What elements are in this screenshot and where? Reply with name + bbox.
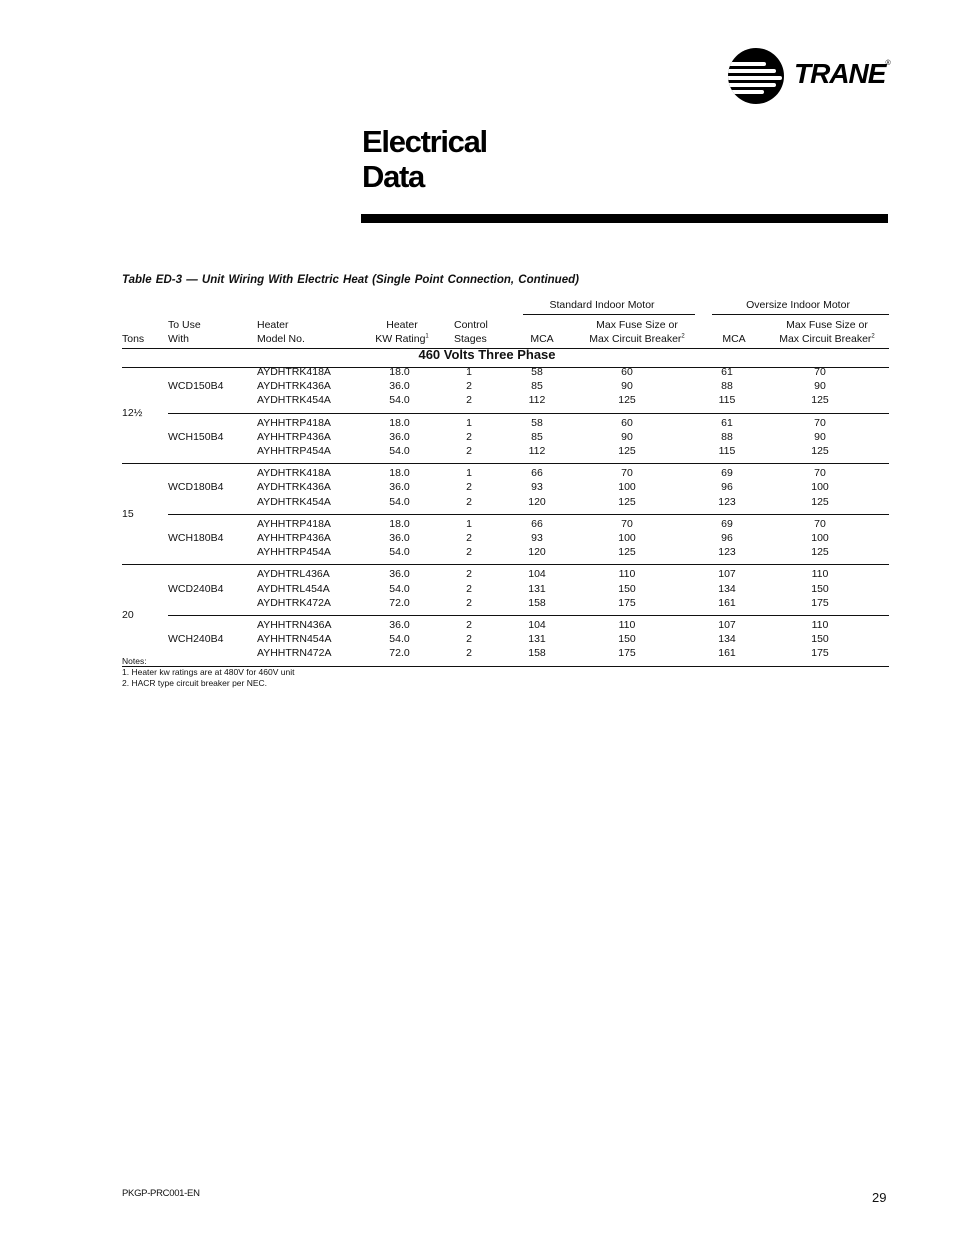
trane-wordmark: TRANE®	[794, 58, 891, 89]
cell-std-mca: 58	[531, 416, 543, 429]
cell-control-stages: 2	[466, 582, 472, 595]
cell-kw-rating: 36.0	[389, 619, 410, 631]
note-item: 1. Heater kw ratings are at 480V for 460V unit	[122, 667, 295, 677]
cell-ovr-fuse: 100	[811, 532, 829, 544]
unit-separator-rule	[168, 413, 889, 414]
cell-tons: 20	[122, 609, 134, 621]
cell-std-fuse: 125	[618, 546, 636, 559]
cell-kw-rating: 36.0	[389, 568, 410, 581]
cell-kw-rating: 54.0	[389, 495, 410, 508]
col-header-ovr-mca: MCA	[722, 333, 746, 345]
cell-heater-model: AYHHTRP418A	[257, 416, 331, 429]
cell-control-stages: 2	[466, 647, 472, 660]
cell-heater-model: AYHHTRP454A	[257, 546, 331, 559]
cell-heater-model: AYDHTRL436A	[257, 568, 330, 581]
col-header-kw-2: KW Rating$^1$	[375, 333, 429, 345]
cell-heater-model: AYHHTRP418A	[257, 517, 331, 530]
cell-std-fuse: 70	[621, 467, 633, 480]
cell-control-stages: 2	[466, 596, 472, 609]
cell-control-stages: 2	[466, 380, 472, 393]
cell-std-mca: 120	[528, 495, 546, 508]
cell-unit-model: WCD240B4	[168, 582, 224, 595]
standard-motor-header: Standard Indoor Motor	[549, 299, 655, 311]
cell-control-stages: 1	[466, 416, 472, 429]
cell-kw-rating: 54.0	[389, 546, 410, 559]
cell-ovr-fuse: 110	[811, 619, 829, 631]
unit-separator-rule	[168, 514, 889, 515]
standard-group-rule	[523, 314, 695, 315]
cell-ovr-mca: 134	[718, 633, 736, 646]
cell-ovr-fuse: 125	[811, 394, 829, 407]
page-number: 29	[872, 1190, 887, 1205]
cell-heater-model: AYHHTRN472A	[257, 647, 332, 660]
cell-ovr-mca: 88	[721, 380, 733, 393]
cell-ovr-fuse: 100	[811, 481, 829, 494]
cell-kw-rating: 54.0	[389, 633, 410, 646]
notes-heading: Notes:	[122, 656, 147, 666]
section-title-rule	[122, 367, 889, 368]
col-header-to-use-2: With	[168, 333, 189, 345]
cell-std-mca: 104	[528, 619, 546, 631]
cell-heater-model: AYHHTRP436A	[257, 532, 331, 544]
cell-std-fuse: 100	[618, 481, 636, 494]
cell-heater-model: AYDHTRK454A	[257, 394, 331, 407]
note-item: 2. HACR type circuit breaker per NEC.	[122, 678, 268, 688]
cell-ovr-mca: 107	[718, 619, 736, 631]
cell-unit-model: WCD180B4	[168, 481, 224, 494]
cell-heater-model: AYHHTRP454A	[257, 445, 331, 457]
cell-kw-rating: 18.0	[389, 517, 410, 530]
cell-control-stages: 2	[466, 532, 472, 544]
cell-heater-model: AYDHTRK436A	[257, 380, 331, 393]
cell-std-fuse: 150	[618, 633, 636, 646]
cell-std-mca: 131	[528, 633, 546, 646]
cell-unit-model: WCH240B4	[168, 633, 224, 646]
col-header-to-use-1: To Use	[168, 319, 201, 331]
cell-ovr-fuse: 175	[811, 647, 829, 660]
cell-ovr-mca: 61	[721, 366, 733, 378]
cell-std-mca: 85	[531, 380, 543, 393]
group-separator-rule	[122, 564, 889, 565]
cell-heater-model: AYDHTRK418A	[257, 366, 331, 378]
cell-ovr-fuse: 90	[814, 430, 826, 443]
table-notes	[122, 656, 294, 689]
col-header-stages-1: Control	[454, 319, 488, 331]
col-header-kw-1: Heater	[386, 319, 418, 331]
cell-kw-rating: 36.0	[389, 380, 410, 393]
cell-std-fuse: 60	[621, 366, 633, 378]
cell-ovr-mca: 96	[721, 481, 733, 494]
cell-ovr-mca: 88	[721, 430, 733, 443]
cell-ovr-fuse: 110	[811, 568, 829, 581]
cell-std-fuse: 60	[621, 416, 633, 429]
document-code: PKGP-PRC001-EN	[122, 1188, 200, 1199]
cell-std-mca: 120	[528, 546, 546, 559]
cell-control-stages: 2	[466, 430, 472, 443]
cell-ovr-mca: 69	[721, 517, 733, 530]
cell-ovr-mca: 61	[721, 416, 733, 429]
cell-heater-model: AYDHTRK454A	[257, 495, 331, 508]
trane-logo	[728, 48, 898, 104]
cell-ovr-fuse: 175	[811, 596, 829, 609]
cell-kw-rating: 18.0	[389, 467, 410, 480]
cell-ovr-mca: 107	[718, 568, 736, 581]
col-header-stages-2: Stages	[454, 333, 487, 345]
cell-ovr-mca: 123	[718, 546, 736, 559]
cell-std-mca: 66	[531, 517, 543, 530]
cell-ovr-mca: 115	[718, 445, 736, 457]
cell-std-fuse: 110	[618, 568, 636, 581]
cell-std-fuse: 150	[618, 582, 636, 595]
cell-ovr-fuse: 125	[811, 546, 829, 559]
cell-std-mca: 158	[528, 647, 546, 660]
title-line-2: Data	[362, 159, 424, 194]
cell-control-stages: 1	[466, 366, 472, 378]
cell-ovr-mca: 123	[718, 495, 736, 508]
cell-std-fuse: 125	[618, 394, 636, 407]
cell-ovr-fuse: 150	[811, 633, 829, 646]
cell-std-mca: 93	[531, 481, 543, 494]
section-title: 460 Volts Three Phase	[418, 347, 556, 362]
cell-heater-model: AYDHTRK418A	[257, 467, 331, 480]
cell-heater-model: AYDHTRK436A	[257, 481, 331, 494]
cell-std-mca: 93	[531, 532, 543, 544]
cell-std-fuse: 90	[621, 380, 633, 393]
cell-std-fuse: 125	[618, 495, 636, 508]
cell-control-stages: 2	[466, 495, 472, 508]
cell-kw-rating: 36.0	[389, 481, 410, 494]
cell-kw-rating: 54.0	[389, 445, 410, 457]
cell-std-fuse: 175	[618, 647, 636, 660]
cell-kw-rating: 18.0	[389, 416, 410, 429]
cell-std-fuse: 125	[618, 445, 636, 457]
cell-kw-rating: 54.0	[389, 394, 410, 407]
col-header-std-fuse-1: Max Fuse Size or	[596, 319, 678, 331]
col-header-heater-2: Model No.	[257, 333, 305, 345]
cell-std-mca: 58	[531, 366, 543, 378]
col-header-tons: Tons	[122, 333, 145, 345]
cell-heater-model: AYHHTRP436A	[257, 430, 331, 443]
cell-ovr-mca: 69	[721, 467, 733, 480]
cell-heater-model: AYHHTRN436A	[257, 619, 332, 631]
cell-ovr-mca: 134	[718, 582, 736, 595]
cell-control-stages: 1	[466, 517, 472, 530]
cell-control-stages: 2	[466, 619, 472, 631]
col-header-heater-1: Heater	[257, 319, 289, 331]
cell-std-fuse: 70	[621, 517, 633, 530]
title-line-1: Electrical	[362, 124, 487, 159]
cell-control-stages: 2	[466, 481, 472, 494]
cell-ovr-mca: 161	[718, 596, 736, 609]
cell-heater-model: AYDHTRL454A	[257, 582, 330, 595]
col-header-std-fuse-2: Max Circuit Breaker$^2$	[589, 333, 685, 345]
cell-ovr-fuse: 70	[814, 366, 826, 378]
cell-kw-rating: 54.0	[389, 582, 410, 595]
cell-kw-rating: 72.0	[389, 647, 410, 660]
cell-std-mca: 131	[528, 582, 546, 595]
cell-ovr-mca: 115	[718, 394, 736, 407]
cell-ovr-fuse: 125	[811, 495, 829, 508]
page-title	[362, 124, 487, 194]
cell-std-fuse: 175	[618, 596, 636, 609]
cell-control-stages: 2	[466, 546, 472, 559]
cell-std-mca: 112	[528, 445, 546, 457]
trane-circle-emblem	[728, 48, 784, 104]
cell-kw-rating: 36.0	[389, 430, 410, 443]
cell-unit-model: WCD150B4	[168, 380, 224, 393]
cell-std-mca: 85	[531, 430, 543, 443]
oversize-group-rule	[712, 314, 889, 315]
cell-std-fuse: 100	[618, 532, 636, 544]
cell-tons: 12½	[122, 406, 143, 419]
cell-heater-model: AYHHTRN454A	[257, 633, 332, 646]
cell-ovr-fuse: 90	[814, 380, 826, 393]
cell-ovr-fuse: 70	[814, 467, 826, 480]
cell-std-mca: 66	[531, 467, 543, 480]
cell-std-fuse: 110	[618, 619, 636, 631]
cell-ovr-mca: 161	[718, 647, 736, 660]
cell-unit-model: WCH150B4	[168, 430, 224, 443]
cell-kw-rating: 36.0	[389, 532, 410, 544]
col-header-std-mca: MCA	[530, 333, 554, 345]
cell-ovr-fuse: 70	[814, 517, 826, 530]
oversize-motor-header: Oversize Indoor Motor	[746, 299, 850, 311]
cell-std-fuse: 90	[621, 430, 633, 443]
cell-control-stages: 2	[466, 445, 472, 457]
cell-ovr-mca: 96	[721, 532, 733, 544]
cell-control-stages: 2	[466, 568, 472, 581]
cell-unit-model: WCH180B4	[168, 532, 224, 544]
col-header-ovr-fuse-2: Max Circuit Breaker$^2$	[779, 333, 875, 345]
cell-ovr-fuse: 70	[814, 416, 826, 429]
cell-control-stages: 2	[466, 394, 472, 407]
cell-std-mca: 112	[528, 394, 546, 407]
col-header-ovr-fuse-1: Max Fuse Size or	[786, 319, 868, 331]
unit-separator-rule	[168, 615, 889, 616]
cell-control-stages: 1	[466, 467, 472, 480]
cell-control-stages: 2	[466, 633, 472, 646]
cell-std-mca: 104	[528, 568, 546, 581]
cell-kw-rating: 18.0	[389, 366, 410, 378]
cell-ovr-fuse: 125	[811, 445, 829, 457]
cell-tons: 15	[122, 507, 134, 520]
title-rule	[361, 214, 888, 223]
cell-ovr-fuse: 150	[811, 582, 829, 595]
table-caption: Table ED-3 — Unit Wiring With Electric Heat (Single Point Connection, Continued)	[122, 274, 579, 286]
cell-heater-model: AYDHTRK472A	[257, 596, 331, 609]
cell-std-mca: 158	[528, 596, 546, 609]
cell-kw-rating: 72.0	[389, 596, 410, 609]
group-separator-rule	[122, 463, 889, 464]
